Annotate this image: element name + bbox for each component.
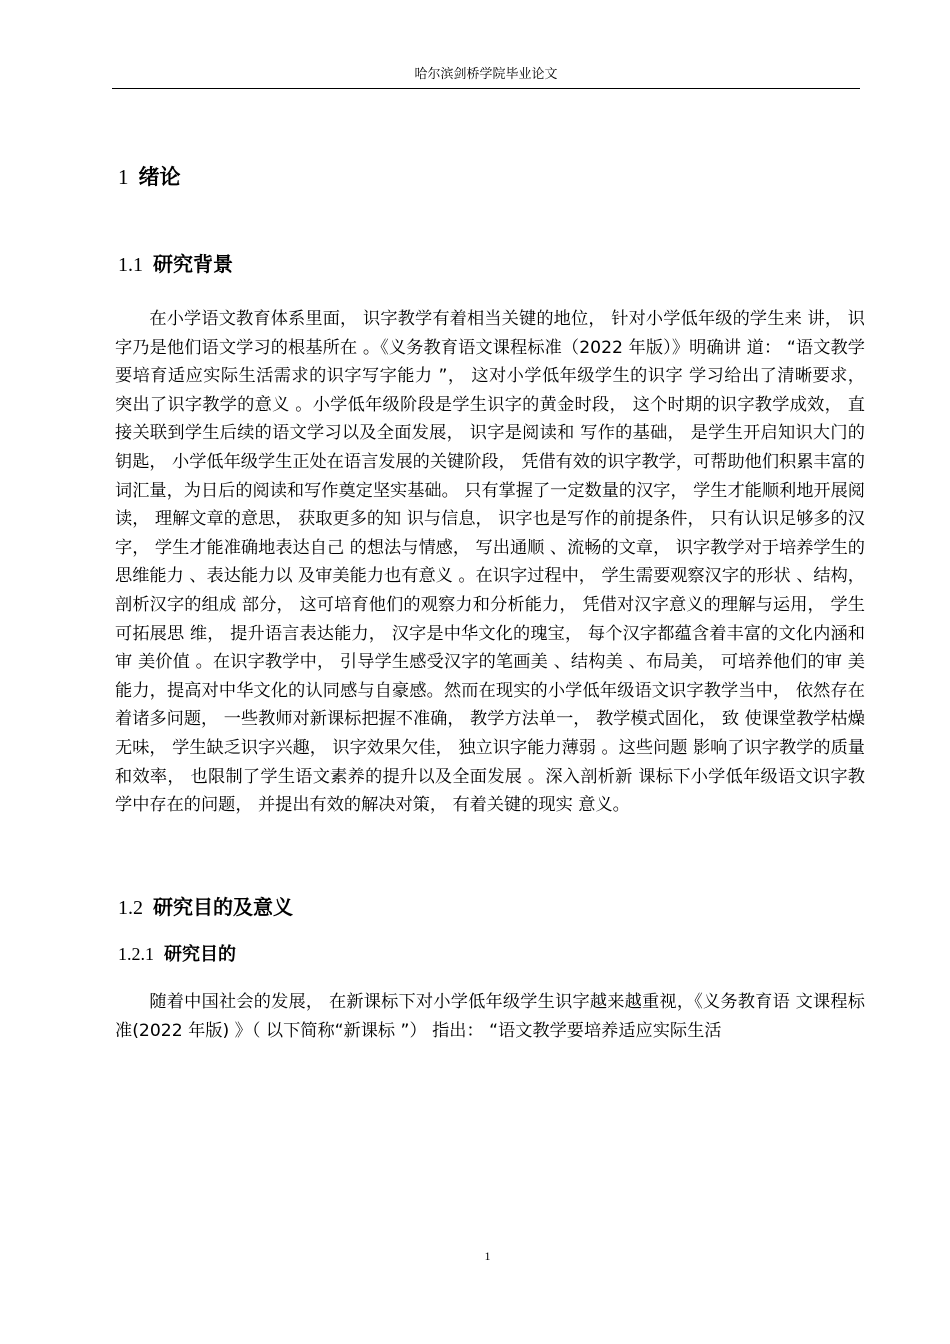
section-title: 研究目的及意义 xyxy=(153,895,293,919)
subsection-heading-purpose xyxy=(118,941,236,968)
section-number: 1.1 xyxy=(118,254,143,276)
subsection-title: 研究目的 xyxy=(164,944,236,965)
header-rule xyxy=(112,88,860,89)
chapter-number: 1 xyxy=(118,165,129,189)
page-header: 哈尔滨剑桥学院毕业论文 xyxy=(414,67,558,82)
section-title: 研究背景 xyxy=(153,252,233,276)
background-paragraph: 在小学语文教育体系里面， 识字教学有着相当关键的地位， 针对小学低年级的学生来 讲， 识字乃是他们语文学习的根基所在 。《义务教育语文课程标准（2022 年版）》明确讲 道： “语文教学要培育适应实际生活需求的识字写字能力 ”， 这对小学低年级学生的识字 学习给出了清晰要求， 突出了识字教学的意义 。小学低年级阶段是学生识字的黄金时段， 这个时期的识字教学成效， 直接关联到学生后续的语文学习以及全面发展， 识字是阅读和 写作的基础， 是学生开启知识大门的钥匙， 小学低年级学生正处在语言发展的关键阶段， 凭借有效的识字教学，可帮助他们积累丰富的词汇量，为日后的阅读和写作奠定坚实基础。 只有掌握了一定数量的汉字， 学生才能顺利地开展阅读， 理解文章的意思， 获取更多的知 识与信息， 识字也是写作的前提条件， 只有认识足够多的汉字， 学生才能准确地表达自己 的想法与情感， 写出通顺 、流畅的文章， 识字教学对于培养学生的思维能力 、表达能力以 及审美能力也有意义 。在识字过程中， 学生需要观察汉字的形状 、结构， 剖析汉字的组成 部分， 这可培育他们的观察力和分析能力， 凭借对汉字意义的理解与运用， 学生可拓展思 维， 提升语言表达能力， 汉字是中华文化的瑰宝， 每个汉字都蕴含着丰富的文化内涵和审 美价值 。在识字教学中， 引导学生感受汉字的笔画美 、结构美 、布局美， 可培养他们的审 美能力，提高对中华文化的认同感与自豪感。然而在现实的小学低年级语文识字教学当中， 依然存在着诸多问题， 一些教师对新课标把握不准确， 教学方法单一， 教学模式固化， 致 使课堂教学枯燥无味， 学生缺乏识字兴趣， 识字效果欠佳， 独立识字能力薄弱 。这些问题 影响了识字教学的质量和效率， 也限制了学生语文素养的提升以及全面发展 。深入剖析新 课标下小学低年级语文识字教学中存在的问题， 并提出有效的解决对策， 有着关键的现实 意义。 xyxy=(115,309,865,816)
purpose-paragraph: 随着中国社会的发展， 在新课标下对小学低年级学生识字越来越重视，《义务教育语 文课程标准(2022 年版) 》（ 以下简称“新课标 ”） 指出： “语文教学要培养适应实际生活 xyxy=(115,992,865,1041)
page-number: 1 xyxy=(484,1249,491,1263)
subsection-number: 1.2.1 xyxy=(118,944,154,964)
chapter-title: 绪论 xyxy=(138,165,181,189)
section-heading-background xyxy=(118,250,233,279)
section-number: 1.2 xyxy=(118,897,143,919)
chapter-heading xyxy=(118,162,181,192)
section-heading-purpose xyxy=(118,893,293,922)
